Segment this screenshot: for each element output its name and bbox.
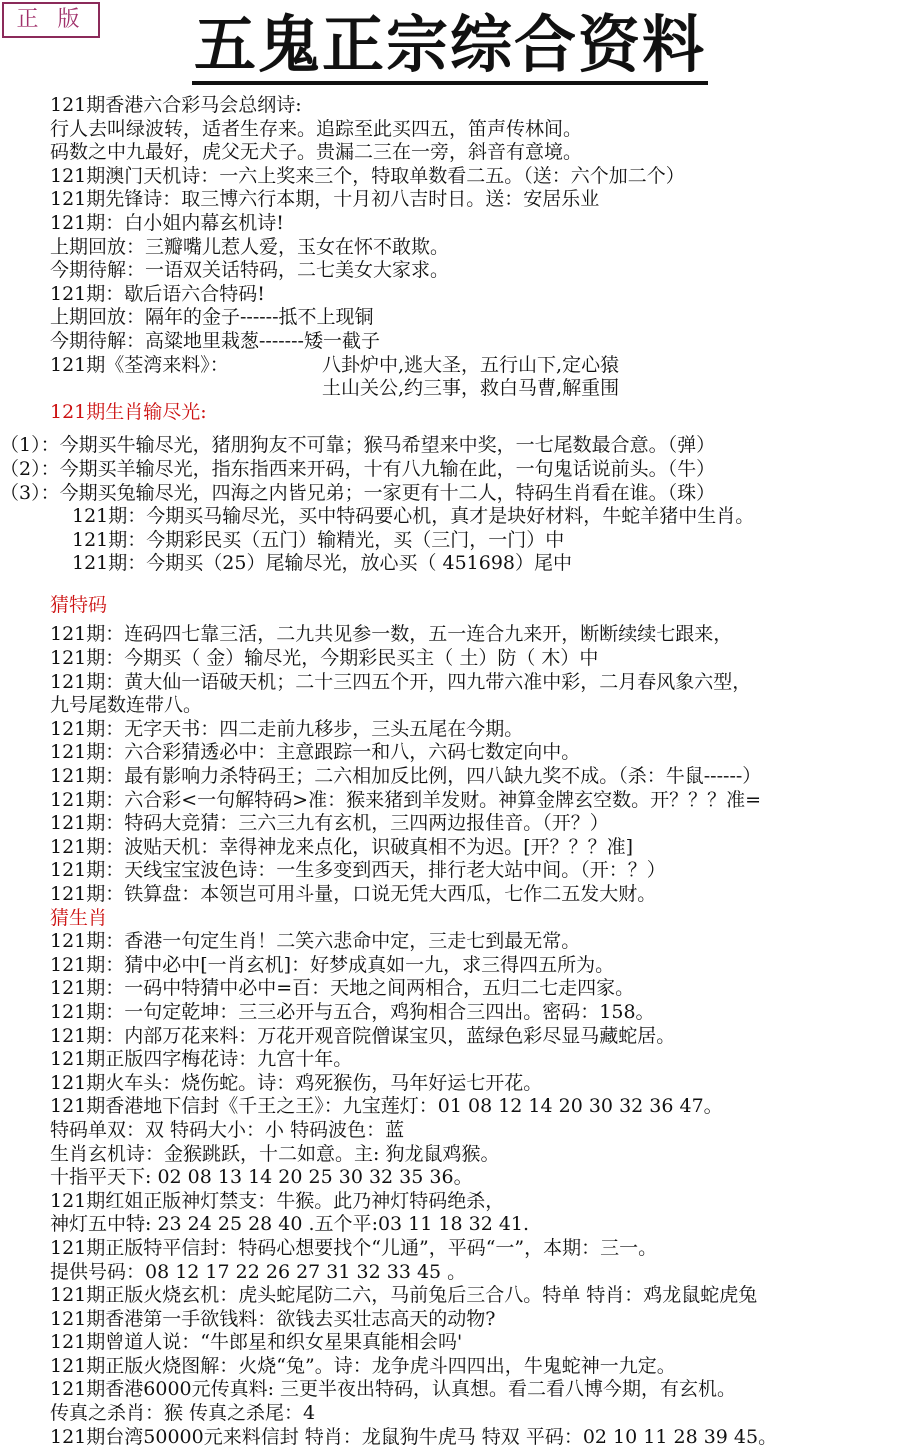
- text-line: 121期曾道人说：“牛郎星和织女星果真能相会吗': [50, 1331, 463, 1354]
- section-heading-shengxiao: 121期生肖输尽光:: [50, 400, 207, 423]
- shengxiao-section: [0, 400, 894, 576]
- text-line: 121期正版特平信封：特码心想要找个“儿通”，平码“一”，本期：三一。: [50, 1236, 658, 1259]
- page-title: [0, 6, 900, 84]
- text-line: 121期：铁算盘：本领岂可用斗量，口说无凭大西瓜，七作二五发大财。: [50, 883, 657, 905]
- quanwan-verse-1: 八卦炉中,逃大圣，五行山下,定心猿: [322, 353, 620, 376]
- tema-section: [50, 594, 894, 907]
- text-line: 121期：六合彩猜透必中：主意跟踪一和八，六码七数定向中。: [50, 741, 581, 764]
- text-line: 121期：今期买（25）尾输尽光，放心买（ 451698）尾中: [72, 552, 573, 575]
- text-line: 121期：今期买马输尽光，买中特码要心机，真才是块好材料，牛蛇羊猪中生肖。: [72, 505, 755, 528]
- text-line: 121期：今期买（ 金）输尽光，今期彩民买主（ 土）防（ 木）中: [50, 647, 599, 670]
- text-line: 121期香港6000元传真料: 三更半夜出特码，认真想。看二看八博今期，有玄机。: [50, 1378, 737, 1401]
- text-line: 传真之杀肖：猴 传真之杀尾：4: [50, 1402, 316, 1425]
- text-line: 码数之中九最好，虎父无犬子。贵漏二三在一旁，斜音有意境。: [50, 141, 583, 164]
- text-line: 神灯五中特: 23 24 25 28 40 .五个平:03 11 18 32 41.: [50, 1213, 530, 1236]
- text-line: 121期：今期彩民买（五门）输精光，买（三门，一门）中: [72, 528, 565, 551]
- quanwan-line-2: [50, 377, 894, 401]
- text-line: 121期台湾50000元来料信封 特肖：龙鼠狗牛虎马 特双 平码：02 10 11 28 39 45。: [50, 1425, 778, 1448]
- text-line: 121期：特码大竞猜：三六三九有玄机，三四两边报佳音。（开？）: [50, 812, 609, 835]
- text-line: 上期回放：隔年的金子------抵不上现铜: [50, 306, 374, 329]
- text-line: 121期：无字天书：四二走前九移步，三头五尾在今期。: [50, 717, 524, 740]
- genuine-badge: 正 版: [2, 2, 100, 38]
- text-line: 121期香港第一手欲钱料：欲钱去买壮志高天的动物?: [50, 1307, 496, 1330]
- text-line: 121期红姐正版神灯禁支：牛猴。此乃神灯特码绝杀，: [50, 1189, 505, 1212]
- text-line: 九号尾数连带八。: [50, 694, 203, 717]
- text-line: 121期：黄大仙一语破天机；二十三四五个开，四九带六准中彩，二月春风象六型，: [50, 670, 752, 693]
- text-line: 121期香港地下信封《千王之王》：九宝莲灯：01 08 12 14 20 30 32 36 47。: [50, 1095, 723, 1118]
- intro-section: [50, 94, 894, 401]
- text-line: 121期先锋诗：取三博六行本期，十月初八吉时日。送：安居乐业: [50, 188, 600, 211]
- quanwan-line-1: [50, 354, 894, 378]
- text-line: 生肖玄机诗：金猴跳跃，十二如意。主: 狗龙鼠鸡猴。: [50, 1142, 500, 1165]
- text-line: 121期：内部万花来料：万花开观音院僧谋宝贝，蓝绿色彩尽显马藏蛇居。: [50, 1024, 676, 1047]
- text-line: 121期：香港一句定生肖！二笑六悲命中定，三走七到最无常。: [50, 930, 581, 953]
- text-line: 121期正版火烧玄机：虎头蛇尾防二六，马前兔后三合八。特单 特肖：鸡龙鼠蛇虎兔: [50, 1284, 758, 1307]
- text-line: 提供号码：08 12 17 22 26 27 31 32 33 45 。: [50, 1260, 467, 1283]
- quanwan-label: 121期《荃湾来料》：: [50, 353, 229, 376]
- text-line: 121期：天线宝宝波色诗：一生多变到西天，排行老大站中间。（开：？）: [50, 859, 666, 882]
- spacer: [50, 576, 894, 594]
- text-line: 121期：歇后语六合特码!: [50, 282, 265, 305]
- text-line: （2）：今期买羊输尽光，指东指西来开码，十有八九输在此，一句鬼话说前头。（牛）: [0, 457, 716, 480]
- text-line: 121期正版火烧图解：火烧“兔”。诗：龙争虎斗四四出，牛鬼蛇神一九定。: [50, 1354, 676, 1377]
- content-body: [0, 94, 894, 1449]
- section-heading-tema: 猜特码: [50, 593, 108, 616]
- text-line: 上期回放：三瓣嘴儿惹人爱，玉女在怀不敢欺。: [50, 235, 450, 258]
- text-line: 121期：连码四七靠三活，二九共见参一数，五一连合九来开，断断续续七跟来，: [50, 623, 733, 646]
- text-line: 行人去叫绿波转，适者生存来。追踪至此买四五，笛声传林间。: [50, 117, 583, 140]
- quanwan-verse-2: 土山关公,约三事，救白马曹,解重围: [322, 377, 620, 400]
- text-line: 十指平天下: 02 08 13 14 20 25 30 32 35 36。: [50, 1166, 473, 1189]
- text-line: 121期：一句定乾坤：三三必开与五合，鸡狗相合三四出。密码：158。: [50, 1000, 655, 1023]
- text-line: 121期火车头：烧伤蛇。诗：鸡死猴伤，马年好运七开花。: [50, 1071, 543, 1094]
- text-line: 121期：猜中必中[一肖玄机]：好梦成真如一九，求三得四五所为。: [50, 953, 615, 976]
- text-line: （1）：今期买牛输尽光，猪朋狗友不可靠；猴马希望来中奖，一七尾数最合意。（弹）: [0, 434, 716, 457]
- text-line: 今期待解：一语双关话特码，二七美女大家求。: [50, 259, 450, 282]
- text-line: 121期澳门天机诗：一六上奖来三个，特取单数看二五。（送：六个加二个）: [50, 164, 685, 187]
- text-line: 121期正版四字梅花诗：九宫十年。: [50, 1048, 353, 1071]
- text-line: 特码单双：双 特码大小：小 特码波色：蓝: [50, 1118, 405, 1141]
- xiao-section: [50, 907, 894, 1449]
- text-line: 121期：波贴天机：幸得神龙来点化，识破真相不为迟。[开？？？准]: [50, 835, 634, 858]
- text-line: 121期香港六合彩马会总纲诗:: [50, 94, 302, 116]
- text-line: 121期：一码中特猜中必中=百：天地之间两相合，五归二七走四家。: [50, 977, 635, 1000]
- text-line: 121期：白小姐内幕玄机诗!: [50, 211, 284, 234]
- text-line: 121期：六合彩<一句解特码>准：猴来猪到羊发财。神算金牌玄空数。开？？？准=: [50, 788, 762, 811]
- text-line: 今期待解：高粱地里栽葱-------矮一截子: [50, 329, 380, 352]
- section-heading-xiao: 猜生肖: [50, 906, 108, 929]
- text-line: （3）：今期买兔输尽光，四海之内皆兄弟；一家更有十二人，特码生肖看在谁。（珠）: [0, 481, 716, 504]
- page-title-text: 五鬼正宗综合资料: [192, 8, 708, 85]
- text-line: 121期：最有影响力杀特码王；二六相加反比例，四八缺九奖不成。（杀：牛鼠------）: [50, 765, 762, 788]
- spacer: [50, 424, 894, 434]
